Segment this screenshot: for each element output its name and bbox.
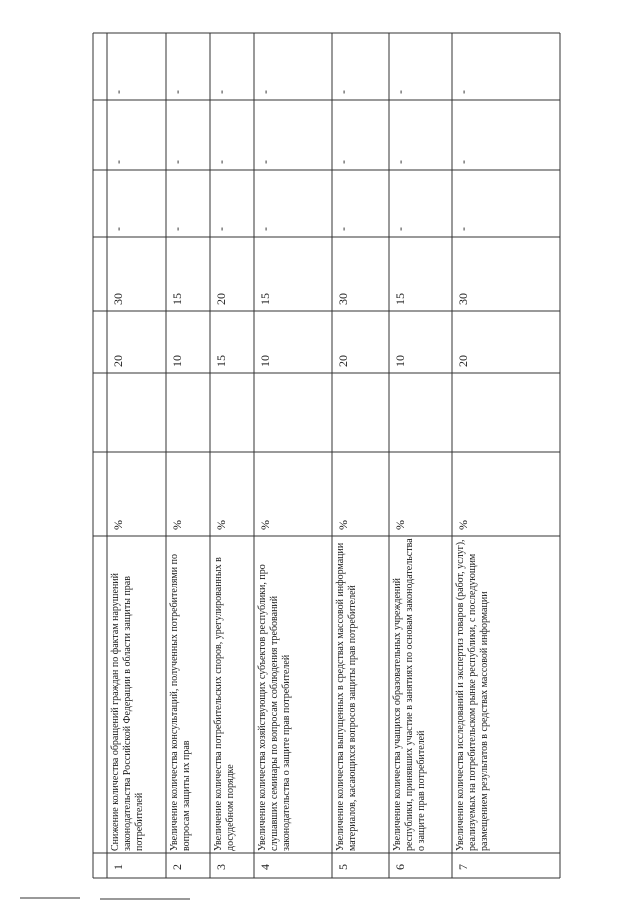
table-cell-value: -	[214, 160, 228, 164]
table-cell-value: 20	[214, 293, 228, 305]
table-cell-value: -	[111, 160, 125, 164]
table-cell-value: %	[336, 520, 350, 530]
table-cell-value: 30	[111, 293, 125, 305]
table-cell-value: -	[258, 90, 272, 94]
table-cell-indicator: Увеличение количества исследований и экспертиз товаров (работ, услуг), реализуемых на потребительском рынке республики, с последующим размещением результатов в средствах массовой информации	[455, 539, 490, 851]
table-cell-indicator: Увеличение количества хозяйствующих субъектов республики, про слушавших семинары по вопросам соблюдения требований законодательства о защите прав потребителей	[257, 564, 292, 851]
table-cell-value: -	[170, 227, 184, 231]
table-cell-value: %	[393, 520, 407, 530]
table-cell-value: -	[393, 90, 407, 94]
table-cell-value: %	[170, 520, 184, 530]
table-cell-number: 7	[456, 864, 470, 870]
table-cell-indicator: Снижение количества обращений граждан по фактам нарушений законодательства Российской Федерации в области защиты прав потребителей	[110, 573, 145, 851]
table-cell-value: 20	[336, 355, 350, 367]
table-cell-value: 20	[456, 355, 470, 367]
table-cell-value: 30	[336, 293, 350, 305]
table-cell-value: -	[170, 160, 184, 164]
table-cell-value: -	[456, 160, 470, 164]
table-cell-number: 1	[111, 864, 125, 870]
table-cell-indicator: Увеличение количества учащихся образовательных учреждений республики, принявших участие в занятиях по основам законодательства о защите прав потребителей	[392, 538, 427, 851]
table-cell-number: 5	[336, 864, 350, 870]
table-cell-value: 15	[170, 293, 184, 305]
table-cell-value: -	[258, 160, 272, 164]
table-cell-value: -	[336, 227, 350, 231]
table-cell-value: -	[170, 90, 184, 94]
table-cell-value: -	[456, 90, 470, 94]
table-cell-value: -	[393, 227, 407, 231]
table-cell-value: -	[336, 160, 350, 164]
table-cell-number: 6	[393, 864, 407, 870]
table-cell-value: -	[214, 227, 228, 231]
table-cell-indicator: Увеличение количества потребительских споров, урегулированных в досудебном порядке	[213, 557, 236, 851]
table-cell-number: 4	[258, 864, 272, 870]
table-cell-value: %	[258, 520, 272, 530]
table-cell-value: -	[393, 160, 407, 164]
table-cell-value: 10	[258, 355, 272, 367]
table-cell-indicator: Увеличение количества выпущенных в средствах массовой информации материалов, касающихся вопросов защиты прав потребителей	[335, 542, 358, 851]
table-cell-value: %	[214, 520, 228, 530]
table-cell-value: 15	[393, 293, 407, 305]
table-cell-number: 2	[170, 864, 184, 870]
table-cell-value: %	[456, 520, 470, 530]
table-cell-indicator: Увеличение количества консультаций, полученных потребителями по вопросам защиты их прав	[169, 554, 192, 851]
table-cell-value: -	[258, 227, 272, 231]
table-cell-value: 15	[214, 355, 228, 367]
table-cell-value: 10	[170, 355, 184, 367]
table-cell-number: 3	[214, 864, 228, 870]
table-cell-value: -	[456, 227, 470, 231]
table-cell-value: 20	[111, 355, 125, 367]
table-cell-value: -	[111, 90, 125, 94]
table-cell-value: 15	[258, 293, 272, 305]
table-cell-value: -	[111, 227, 125, 231]
table-cell-value: -	[336, 90, 350, 94]
table-cell-value: 10	[393, 355, 407, 367]
table-cell-value: -	[214, 90, 228, 94]
table-cell-value: 30	[456, 293, 470, 305]
table-cell-value: %	[111, 520, 125, 530]
